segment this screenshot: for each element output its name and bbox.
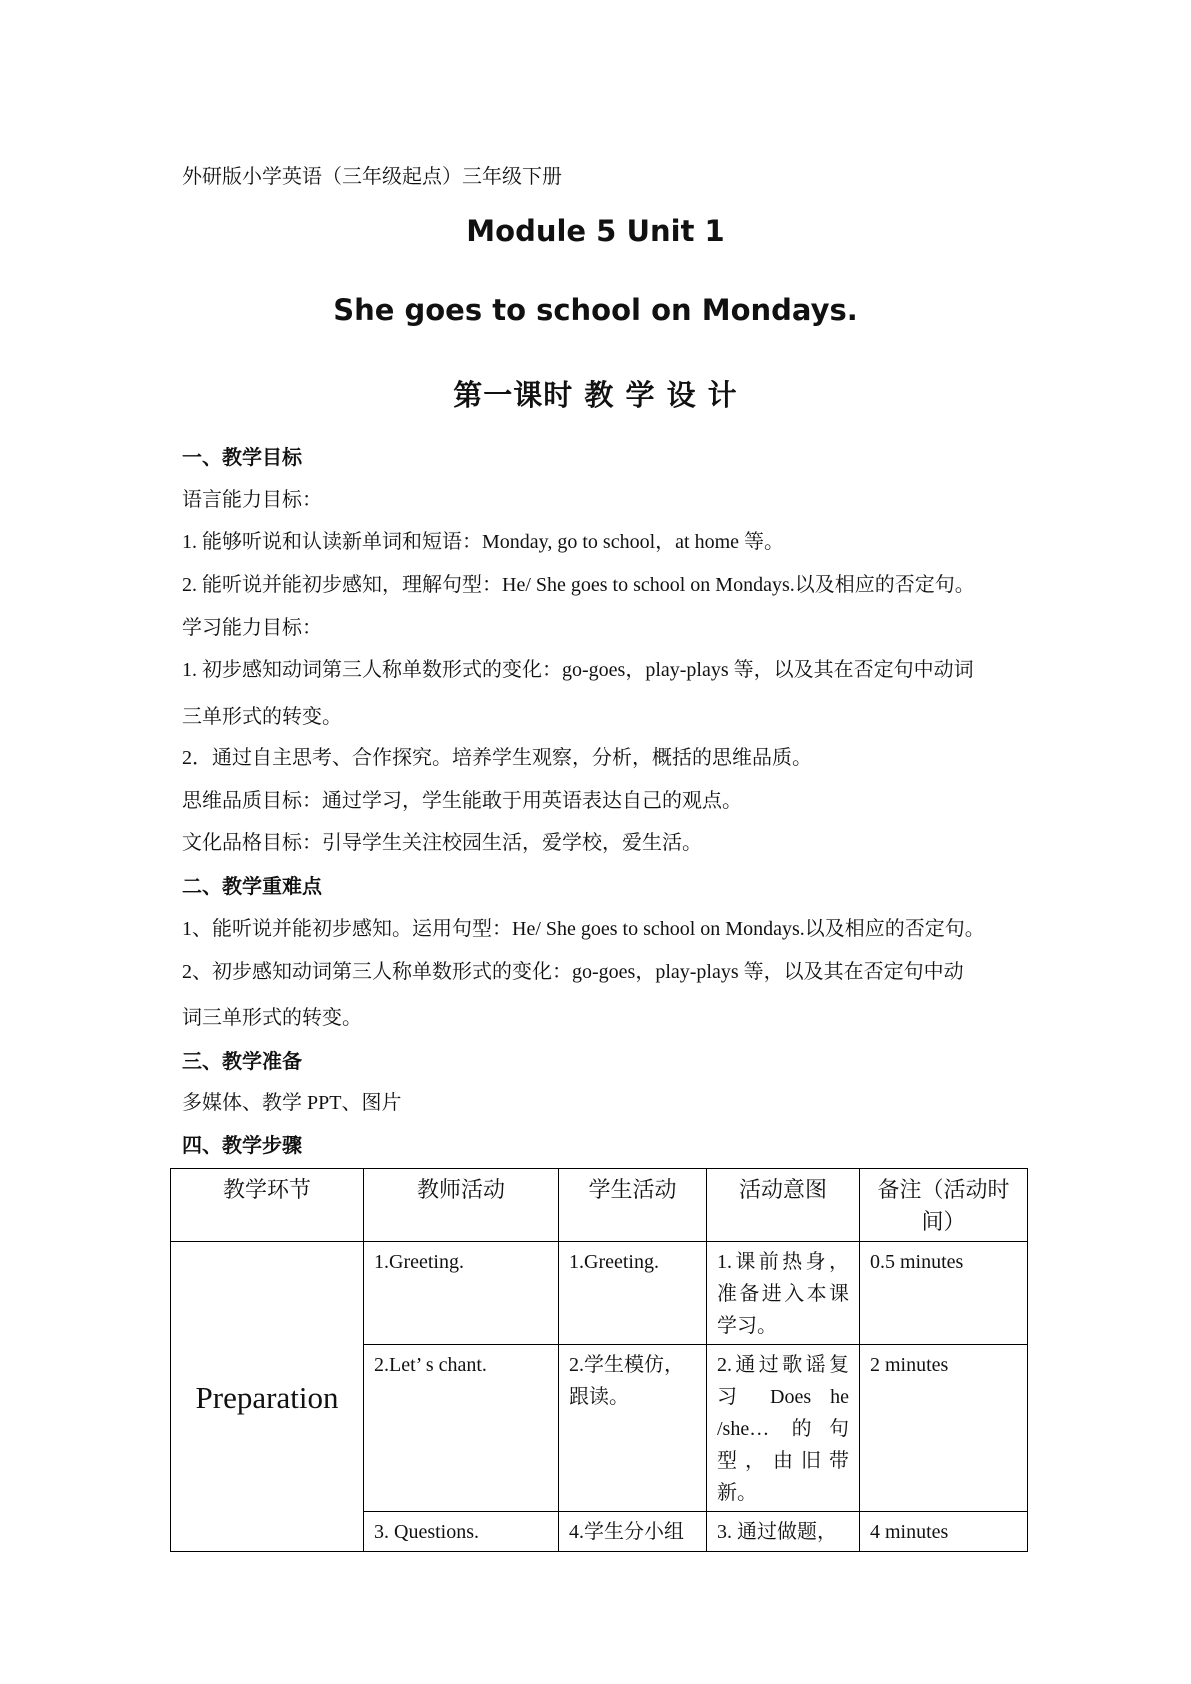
learning-goal-1-line1: 1. 初步感知动词第三人称单数形式的变化：go-goes，play-plays 等，以及其在否定句中动词 — [182, 659, 974, 681]
language-ability-label: 语言能力目标： — [182, 489, 322, 511]
textbook-header: 外研版小学英语（三年级起点）三年级下册 — [182, 166, 562, 188]
student-activity-cell: 1.Greeting. — [559, 1242, 707, 1345]
learning-goal-1-line2: 三单形式的转变。 — [182, 706, 342, 728]
header-student-activity: 学生活动 — [559, 1169, 707, 1242]
header-teacher-activity: 教师活动 — [364, 1169, 559, 1242]
section-heading-key-points: 二、教学重难点 — [182, 874, 322, 898]
header-activity-purpose: 活动意图 — [707, 1169, 860, 1242]
table-row — [171, 1242, 1028, 1345]
key-point-1: 1、能听说并能初步感知。运用句型：He/ She goes to school on Mondays.以及相应的否定句。 — [182, 918, 985, 940]
lesson-sentence-title: She goes to school on Mondays. — [333, 293, 858, 327]
purpose-cell: 3. 通过做题， — [707, 1512, 860, 1552]
cultural-character-goal: 文化品格目标：引导学生关注校园生活，爱学校，爱生活。 — [182, 832, 702, 854]
teaching-steps-table — [170, 1168, 1028, 1552]
thinking-quality-goal: 思维品质目标：通过学习，学生能敢于用英语表达自己的观点。 — [182, 790, 742, 812]
header-teaching-stage: 教学环节 — [171, 1169, 364, 1242]
language-goal-2: 2. 能听说并能初步感知，理解句型：He/ She goes to school on Mondays.以及相应的否定句。 — [182, 574, 975, 596]
section-heading-steps: 四、教学步骤 — [182, 1133, 302, 1157]
section-heading-preparation: 三、教学准备 — [182, 1049, 302, 1073]
teacher-activity-cell: 1.Greeting. — [364, 1242, 559, 1345]
purpose-cell: 1.课前热身，准备进入本课学习。 — [707, 1242, 860, 1345]
student-activity-cell: 4.学生分小组 — [559, 1512, 707, 1552]
teacher-activity-cell: 3. Questions. — [364, 1512, 559, 1552]
section-heading-objectives: 一、教学目标 — [182, 445, 302, 469]
time-note-cell: 4 minutes — [860, 1512, 1028, 1552]
learning-goal-2: 2．通过自主思考、合作探究。培养学生观察，分析，概括的思维品质。 — [182, 747, 812, 769]
preparation-materials: 多媒体、教学 PPT、图片 — [182, 1092, 402, 1114]
stage-preparation: Preparation — [171, 1242, 364, 1552]
module-title: Module 5 Unit 1 — [466, 214, 725, 248]
learning-ability-label: 学习能力目标： — [182, 617, 322, 639]
time-note-cell: 0.5 minutes — [860, 1242, 1028, 1345]
header-notes-time: 备注（活动时间） — [860, 1169, 1028, 1242]
student-activity-cell: 2.学生模仿，跟读。 — [559, 1345, 707, 1512]
purpose-cell: 2.通过歌谣复习 Does he /she… 的句型，由旧带新。 — [707, 1345, 860, 1512]
lesson-design-title: 第一课时 教 学 设 计 — [453, 378, 738, 412]
table-header-row — [171, 1169, 1028, 1242]
teacher-activity-cell: 2.Let’ s chant. — [364, 1345, 559, 1512]
time-note-cell: 2 minutes — [860, 1345, 1028, 1512]
key-point-2-line1: 2、初步感知动词第三人称单数形式的变化：go-goes，play-plays 等，以及其在否定句中动 — [182, 961, 964, 983]
key-point-2-line2: 词三单形式的转变。 — [182, 1007, 362, 1029]
language-goal-1: 1. 能够听说和认读新单词和短语：Monday, go to school，at home 等。 — [182, 531, 785, 553]
